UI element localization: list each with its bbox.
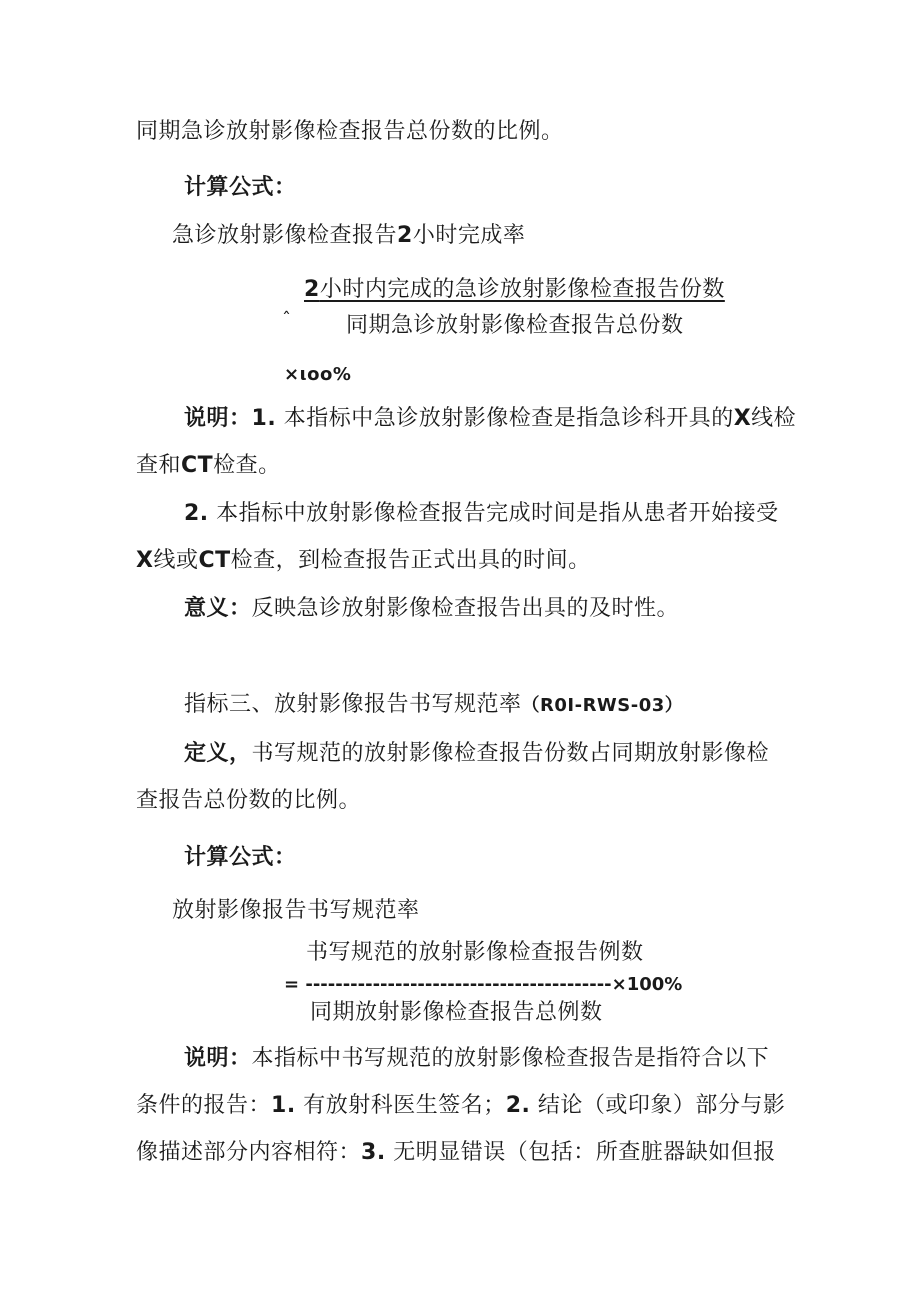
text: 同期放射影像检查报告总例数	[310, 1000, 603, 1025]
rate-name	[172, 896, 420, 926]
text: X	[136, 548, 154, 573]
text: 放射影像报告书写规范率	[172, 898, 420, 923]
formula-multiplier	[284, 360, 351, 390]
text: 计算公式：	[184, 175, 297, 200]
text: 同期急诊放射影像检查报告总份数	[346, 313, 684, 338]
paragraph-line	[136, 117, 564, 147]
number: 2.	[505, 1093, 531, 1118]
formula-label	[184, 173, 297, 203]
text: X	[733, 406, 752, 431]
meaning-line	[184, 594, 679, 624]
note-line	[184, 1044, 769, 1074]
number: 2.	[184, 501, 209, 526]
note-line	[136, 1091, 785, 1121]
text: CT	[181, 453, 214, 478]
definition-line	[136, 786, 361, 816]
text: 反映急诊放射影像检查报告出具的及时性。	[251, 596, 680, 621]
text: 小时内完成的急诊放射影像检查报告份数	[319, 277, 725, 302]
number: 2	[304, 277, 320, 302]
number: 1.	[251, 406, 277, 431]
code: （R0I-RWS-03）	[521, 695, 684, 716]
text: 无明显错误（包括：所查脏器缺如但报	[393, 1140, 776, 1165]
text: 小时完成率	[412, 223, 526, 248]
formula-denominator	[346, 311, 684, 341]
text: 同期急诊放射影像检查报告总份数的比例。	[136, 119, 564, 144]
text: 本指标中急诊放射影像检查是指急诊科开具的	[283, 406, 734, 431]
text: 条件的报告：	[136, 1093, 272, 1118]
text: 查报告总份数的比例。	[136, 788, 362, 813]
definition-line	[184, 739, 769, 769]
text: 书写规范的放射影像检查报告份数占同期放射影像检	[251, 741, 770, 766]
text: 查和	[136, 453, 182, 478]
label: 说明：	[184, 1046, 252, 1071]
formula-label	[184, 843, 297, 873]
formula-denominator	[310, 998, 603, 1028]
text: 急诊放射影像检查报告	[172, 223, 398, 248]
text: CT	[198, 548, 231, 573]
text: 像描述部分内容相符：	[136, 1140, 362, 1165]
formula-numerator	[306, 938, 644, 968]
text: 检查。	[213, 453, 281, 478]
rate-name	[172, 221, 525, 251]
number: 3.	[361, 1140, 386, 1165]
note-line	[184, 499, 779, 529]
note-line	[136, 546, 591, 576]
note-line	[136, 1138, 776, 1168]
formula-fraction-line	[284, 970, 682, 1000]
text: ˆ	[282, 309, 292, 330]
caret-mark	[282, 305, 292, 335]
text: ×ιoo%	[284, 364, 352, 385]
number: 2	[397, 223, 413, 248]
text: = -----------------------------------------×100%	[284, 974, 683, 995]
label: 说明：	[184, 406, 252, 431]
text: 本指标中书写规范的放射影像检查报告是指符合以下	[251, 1046, 770, 1071]
note-line	[136, 451, 281, 481]
text: 线检	[751, 406, 797, 431]
text: 有放射科医生签名；	[303, 1093, 506, 1118]
note-line	[184, 404, 796, 434]
text: 检查，到检查报告正式出具的时间。	[230, 548, 591, 573]
label: 定义，	[184, 741, 252, 766]
text: 书写规范的放射影像检查报告例数	[306, 940, 644, 965]
formula-numerator	[304, 275, 725, 305]
text: 线或	[153, 548, 199, 573]
section-heading	[184, 690, 683, 721]
number: 1.	[271, 1093, 296, 1118]
text: 本指标中放射影像检查报告完成时间是指从患者开始接受	[216, 501, 779, 526]
text: 结论（或印象）部分与影	[537, 1093, 786, 1118]
label: 意义：	[184, 596, 252, 621]
text: 指标三、放射影像报告书写规范率	[184, 692, 522, 717]
text: 计算公式：	[184, 845, 297, 870]
